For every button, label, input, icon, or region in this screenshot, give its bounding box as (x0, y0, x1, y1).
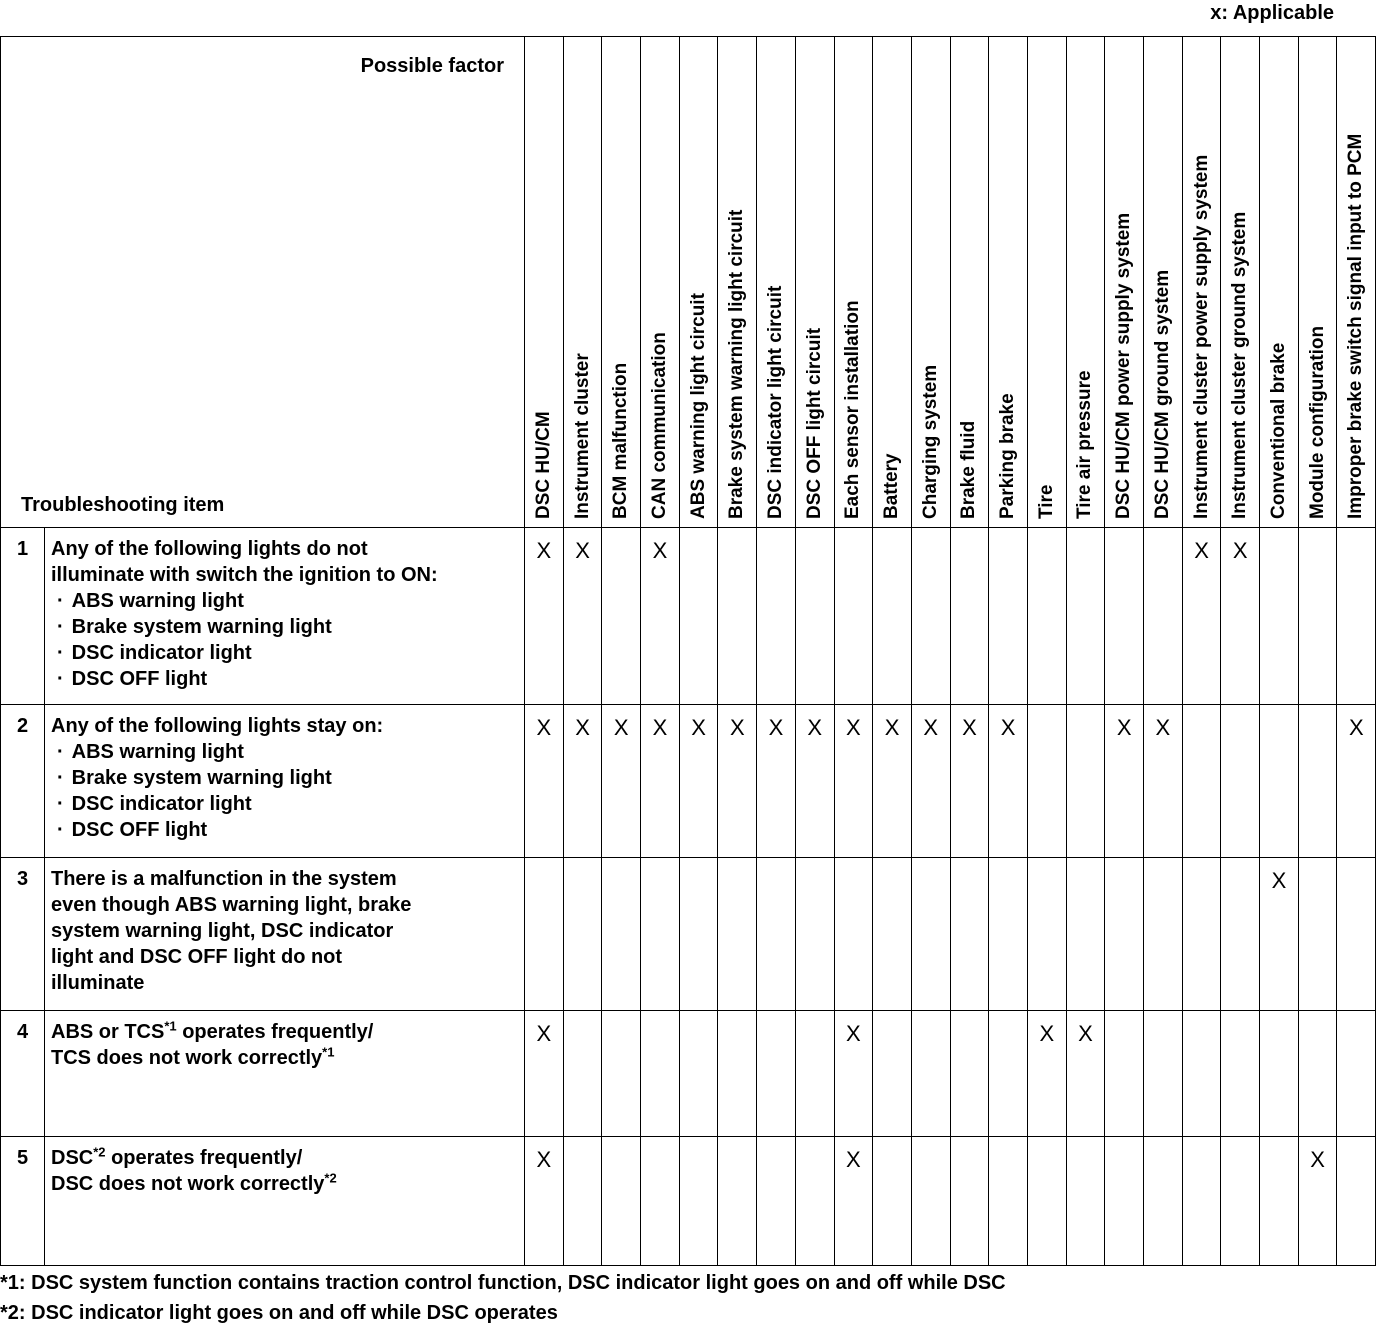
factor-label: DSC HU/CM ground system (1151, 269, 1173, 519)
item-bullet: · DSC OFF light (51, 666, 518, 692)
item-line (51, 1171, 518, 1197)
item-bullet: · Brake system warning light (51, 765, 518, 791)
factor-column-header (1221, 37, 1260, 528)
item-line (51, 1019, 518, 1045)
empty-cell (718, 858, 757, 1011)
applicable-mark: X (525, 705, 564, 858)
item-bullet: · DSC OFF light (51, 817, 518, 843)
empty-cell (989, 1137, 1028, 1266)
empty-cell (1105, 858, 1144, 1011)
empty-cell (1027, 1137, 1066, 1266)
applicable-mark: X (873, 705, 912, 858)
empty-cell (1105, 1011, 1144, 1137)
empty-cell (1337, 1011, 1376, 1137)
item-line: Any of the following lights stay on: (51, 715, 384, 737)
item-line: system warning light, DSC indicator (51, 920, 394, 942)
empty-cell (911, 528, 950, 705)
empty-cell (1298, 705, 1337, 858)
factor-label: Brake fluid (958, 420, 980, 519)
factor-column-header (911, 37, 950, 528)
applicable-mark: X (834, 705, 873, 858)
empty-cell (1298, 528, 1337, 705)
factor-column-header (525, 37, 564, 528)
troubleshooting-item-label: Troubleshooting item (21, 494, 225, 516)
row-number: 4 (1, 1011, 45, 1137)
empty-cell (1221, 1011, 1260, 1137)
applicable-mark: X (1337, 705, 1376, 858)
factor-column-header (1066, 37, 1105, 528)
factor-label: DSC HU/CM (532, 411, 554, 519)
applicable-mark: X (834, 1011, 873, 1137)
applicable-mark: X (1221, 528, 1260, 705)
empty-cell (1337, 858, 1376, 1011)
applicable-mark: X (989, 705, 1028, 858)
factor-label: Instrument cluster ground system (1229, 211, 1251, 519)
empty-cell (989, 1011, 1028, 1137)
empty-cell (718, 1011, 757, 1137)
applicable-mark: X (795, 705, 834, 858)
troubleshooting-row (1, 1137, 1376, 1266)
item-line (51, 1145, 518, 1171)
factor-column-header (563, 37, 602, 528)
empty-cell (1337, 1137, 1376, 1266)
factor-label: Battery (881, 453, 903, 519)
empty-cell (602, 858, 641, 1011)
empty-cell (525, 858, 564, 1011)
footnote-2: *2: DSC indicator light goes on and off while DSC operates (0, 1302, 558, 1324)
factor-label: Instrument cluster power supply system (1190, 154, 1212, 519)
item-text: TCS does not work correctly (51, 1047, 323, 1069)
empty-cell (795, 528, 834, 705)
empty-cell (1105, 528, 1144, 705)
empty-cell (718, 528, 757, 705)
empty-cell (1260, 528, 1299, 705)
legend-applicable: x: Applicable (1210, 2, 1334, 24)
item-text: DSC (51, 1147, 94, 1169)
troubleshooting-item-text (45, 528, 525, 705)
factor-label: Tire air pressure (1074, 370, 1096, 519)
applicable-mark: X (911, 705, 950, 858)
empty-cell (1144, 858, 1183, 1011)
empty-cell (641, 1137, 680, 1266)
empty-cell (1221, 705, 1260, 858)
empty-cell (1105, 1137, 1144, 1266)
factor-column-header (834, 37, 873, 528)
item-line: There is a malfunction in the system (51, 868, 397, 890)
troubleshooting-item-text (45, 1011, 525, 1137)
item-bullet: · ABS warning light (51, 588, 518, 614)
empty-cell (873, 1011, 912, 1137)
applicable-mark: X (525, 528, 564, 705)
factor-column-header (641, 37, 680, 528)
empty-cell (911, 1137, 950, 1266)
empty-cell (679, 528, 718, 705)
factor-column-header (1144, 37, 1183, 528)
item-text: DSC does not work correctly (51, 1173, 325, 1195)
empty-cell (950, 528, 989, 705)
empty-cell (1066, 705, 1105, 858)
applicable-mark: X (834, 1137, 873, 1266)
empty-cell (602, 528, 641, 705)
empty-cell (757, 858, 796, 1011)
empty-cell (641, 1011, 680, 1137)
applicable-mark: X (563, 528, 602, 705)
item-text: operates frequently/ (176, 1021, 374, 1043)
empty-cell (911, 1011, 950, 1137)
applicable-mark: X (525, 1137, 564, 1266)
item-line: Any of the following lights do not (51, 538, 368, 560)
empty-cell (1260, 1011, 1299, 1137)
troubleshooting-row (1, 858, 1376, 1011)
factor-column-header (795, 37, 834, 528)
header-corner-cell (1, 37, 525, 528)
applicable-mark: X (950, 705, 989, 858)
factor-column-header (1027, 37, 1066, 528)
factor-column-header (1105, 37, 1144, 528)
empty-cell (679, 1137, 718, 1266)
troubleshooting-row (1, 528, 1376, 705)
empty-cell (1221, 1137, 1260, 1266)
empty-cell (834, 528, 873, 705)
item-bullet: · Brake system warning light (51, 614, 518, 640)
factor-label: ABS warning light circuit (687, 293, 709, 519)
empty-cell (1066, 528, 1105, 705)
possible-factor-label: Possible factor (360, 55, 504, 77)
factor-label: Parking brake (997, 393, 1019, 519)
item-bullet: · ABS warning light (51, 739, 518, 765)
factor-column-header (1260, 37, 1299, 528)
applicable-mark: X (1105, 705, 1144, 858)
empty-cell (1182, 1137, 1221, 1266)
empty-cell (873, 1137, 912, 1266)
factor-column-header (602, 37, 641, 528)
applicable-mark: X (602, 705, 641, 858)
item-line: illuminate (51, 972, 145, 994)
row-number: 2 (1, 705, 45, 858)
empty-cell (1144, 1137, 1183, 1266)
applicable-mark: X (1144, 705, 1183, 858)
applicable-mark: X (563, 705, 602, 858)
applicable-mark: X (1260, 858, 1299, 1011)
empty-cell (795, 858, 834, 1011)
row-number: 3 (1, 858, 45, 1011)
empty-cell (911, 858, 950, 1011)
applicable-mark: X (641, 705, 680, 858)
empty-cell (757, 1011, 796, 1137)
empty-cell (563, 1137, 602, 1266)
factor-label: DSC OFF light circuit (803, 327, 825, 519)
factor-column-header (718, 37, 757, 528)
applicable-mark: X (718, 705, 757, 858)
applicable-mark: X (757, 705, 796, 858)
empty-cell (602, 1137, 641, 1266)
empty-cell (795, 1137, 834, 1266)
factor-label: Conventional brake (1267, 342, 1289, 519)
item-bullet: · DSC indicator light (51, 791, 518, 817)
item-text: operates frequently/ (105, 1147, 303, 1169)
item-bullet: · DSC indicator light (51, 640, 518, 666)
item-text: ABS or TCS (51, 1021, 165, 1043)
empty-cell (1298, 858, 1337, 1011)
factor-column-header (1298, 37, 1337, 528)
empty-cell (1027, 528, 1066, 705)
footnote-ref: *1 (322, 1044, 335, 1060)
troubleshooting-item-text (45, 705, 525, 858)
factor-column-header (873, 37, 912, 528)
empty-cell (1182, 858, 1221, 1011)
empty-cell (989, 528, 1028, 705)
empty-cell (795, 1011, 834, 1137)
applicable-mark: X (679, 705, 718, 858)
empty-cell (563, 1011, 602, 1137)
empty-cell (602, 1011, 641, 1137)
empty-cell (1027, 705, 1066, 858)
factor-label: Brake system warning light circuit (726, 209, 748, 519)
factor-column-header (950, 37, 989, 528)
empty-cell (873, 528, 912, 705)
factor-label: Charging system (919, 364, 941, 519)
empty-cell (873, 858, 912, 1011)
empty-cell (563, 858, 602, 1011)
empty-cell (757, 1137, 796, 1266)
factor-column-header (679, 37, 718, 528)
troubleshooting-matrix (0, 36, 1376, 1266)
factor-label: BCM malfunction (610, 362, 632, 519)
empty-cell (1337, 528, 1376, 705)
empty-cell (641, 858, 680, 1011)
empty-cell (950, 1011, 989, 1137)
empty-cell (1144, 1011, 1183, 1137)
item-line: illuminate with switch the ignition to ON: (51, 564, 438, 586)
troubleshooting-row (1, 705, 1376, 858)
empty-cell (1260, 705, 1299, 858)
applicable-mark: X (1298, 1137, 1337, 1266)
item-line (51, 1045, 518, 1071)
empty-cell (757, 528, 796, 705)
applicable-mark: X (1027, 1011, 1066, 1137)
empty-cell (718, 1137, 757, 1266)
factor-column-header (757, 37, 796, 528)
factor-column-header (1182, 37, 1221, 528)
footnote-1: *1: DSC system function contains traction control function, DSC indicator light goes on and off while DSC (0, 1272, 1006, 1294)
factor-label: Improper brake switch signal input to PCM (1345, 133, 1367, 519)
applicable-mark: X (641, 528, 680, 705)
empty-cell (950, 858, 989, 1011)
troubleshooting-item-text (45, 1137, 525, 1266)
row-number: 5 (1, 1137, 45, 1266)
empty-cell (1221, 858, 1260, 1011)
empty-cell (679, 1011, 718, 1137)
factor-column-header (989, 37, 1028, 528)
empty-cell (1260, 1137, 1299, 1266)
empty-cell (1066, 1137, 1105, 1266)
applicable-mark: X (1182, 528, 1221, 705)
factor-label: DSC indicator light circuit (764, 285, 786, 519)
empty-cell (1182, 1011, 1221, 1137)
factor-label: Instrument cluster (571, 353, 593, 519)
factor-column-header (1337, 37, 1376, 528)
empty-cell (834, 858, 873, 1011)
item-line: even though ABS warning light, brake (51, 894, 412, 916)
empty-cell (1182, 705, 1221, 858)
factor-header-row (1, 37, 1376, 528)
row-number: 1 (1, 528, 45, 705)
factor-label: Tire (1035, 484, 1057, 519)
empty-cell (1066, 858, 1105, 1011)
item-line: light and DSC OFF light do not (51, 946, 343, 968)
empty-cell (679, 858, 718, 1011)
empty-cell (989, 858, 1028, 1011)
footnote-ref: *1 (164, 1018, 177, 1034)
empty-cell (1027, 858, 1066, 1011)
factor-label: Each sensor installation (842, 300, 864, 519)
footnote-ref: *2 (93, 1144, 106, 1160)
factor-label: DSC HU/CM power supply system (1113, 212, 1135, 519)
factor-label: Module configuration (1306, 325, 1328, 519)
footnote-ref: *2 (324, 1170, 337, 1186)
empty-cell (1298, 1011, 1337, 1137)
applicable-mark: X (1066, 1011, 1105, 1137)
empty-cell (1144, 528, 1183, 705)
empty-cell (950, 1137, 989, 1266)
troubleshooting-row (1, 1011, 1376, 1137)
troubleshooting-item-text (45, 858, 525, 1011)
applicable-mark: X (525, 1011, 564, 1137)
factor-label: CAN communication (648, 332, 670, 519)
